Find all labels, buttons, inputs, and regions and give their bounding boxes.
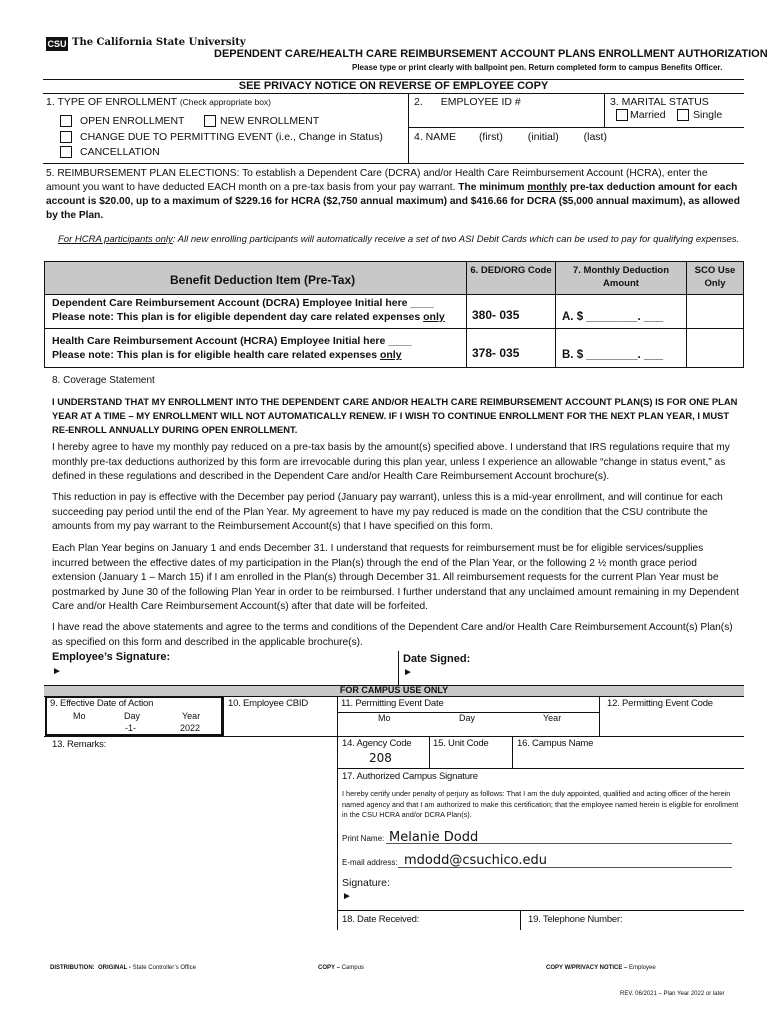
employee-id-field[interactable] bbox=[412, 109, 600, 125]
permitting-event-date-label: 11. Permitting Event Date bbox=[341, 698, 444, 709]
print-name-field[interactable]: Melanie Dodd bbox=[389, 830, 479, 845]
certification-text: I hereby certify under penalty of perjury as follows: That I am the duly appointed, qualified and acting officer of the herein named agency and that I am authorized to make this certification; that the employee named herein is eligible for enrollment in the CSU HCRA and/or DCRA Plan(s). bbox=[342, 789, 739, 819]
table-header-sco: SCO Use Only bbox=[694, 265, 736, 289]
remarks-label: 13. Remarks: bbox=[52, 739, 107, 750]
print-name-label: Print Name: bbox=[342, 834, 385, 843]
paragraph-reduction: This reduction in pay is effective with the December pay period (January pay warrant), unless this is a mid-year enrollment, and will continue for each succeeding pay period until the end of the Plan Year. My agreement to have my pay reduced is made on the condition that the CSU contribute the amounts from my pay warrant to the Reimbursement Account(s) that I have specified on this form. bbox=[52, 492, 723, 532]
paragraph-acknowledgement: I have read the above statements and agree to the terms and conditions of the Dependent Care and/or Health Care Reimbursement Account(s) Plan(s) as specified on this form and described in the applicable brochure(s). bbox=[52, 622, 733, 648]
paragraph-plan-year: Each Plan Year begins on January 1 and ends December 31. I understand that requests for reimbursement must be for eligible services/supplies incurred between the effective dates of my participation in the Plan(s) through the end of the Plan Year, or the following 2 ½ month grace period extension (January 1 – March 15) if I am enrolled in the Plan(s) through December 31. All reimbursement requests for the current Plan Year must be postmarked by June 30 of the following Plan Year in order to be reimbursed. I further understand that any unclaimed amount remaining in my Dependent Care and/or Health Care Reimbursement Account(s) after that date will be forfeited. bbox=[52, 543, 739, 612]
coverage-statement-label: 8. Coverage Statement bbox=[52, 375, 155, 386]
permitting-year-label: Year bbox=[543, 713, 562, 723]
effective-month-label: Mo bbox=[73, 711, 86, 721]
permitting-event-code-label: 12. Permitting Event Code bbox=[607, 698, 713, 709]
authorized-signature-label: 17. Authorized Campus Signature bbox=[342, 771, 478, 782]
permitting-day-label: Day bbox=[459, 713, 476, 723]
revision-note: REV. 06/2021 – Plan Year 2022 or later bbox=[620, 991, 725, 997]
distribution-copy: COPY – Campus bbox=[318, 965, 364, 971]
distribution-employee-copy: COPY W/PRIVACY NOTICE – Employee bbox=[546, 965, 656, 971]
hcra-amount-field[interactable]: B. $ ________. ___ bbox=[562, 349, 664, 361]
form-title: DEPENDENT CARE/HEALTH CARE REIMBURSEMENT ACCOUNT PLANS ENROLLMENT AUTHORIZATION bbox=[214, 48, 768, 60]
dcra-amount-field[interactable]: A. $ ________. ___ bbox=[562, 311, 664, 323]
arrow-icon: ► bbox=[403, 667, 413, 678]
university-name: The California State University bbox=[72, 37, 246, 48]
coverage-statement-bold: I UNDERSTAND THAT MY ENROLLMENT INTO THE DEPENDENT CARE AND/OR HEALTH CARE REIMBURSEMENT ACCOUNT PLAN(S) IS FOR ONE PLAN YEAR AT A TIME – MY ENROLLMENT WILL NOT AUTOMATICALLY RENEW. IF I WISH TO CONTINUE ENROLLMENT FOR THE NEXT PLAN YEAR, I MUST RE-ENROLL ANNUALLY DURING OPEN ENROLLMENT. bbox=[52, 396, 738, 435]
agency-code-label: 14. Agency Code bbox=[342, 738, 412, 749]
table-header-monthly: 7. Monthly Deduction Amount bbox=[572, 265, 670, 289]
reimbursement-elections: 5. REIMBURSEMENT PLAN ELECTIONS: To establish a Dependent Care (DCRA) and/or Health Care Reimbursement Account (HCRA), enter the amount you want to have deducted EACH month on a pre-tax basis from your pay warrant. The minimum monthly pre-tax deduction amount for each account is $20.00, up to a maximum of $229.16 for HCRA ($2,750 annual maximum) and $416.66 for DCRA ($5,000 annual maximum), as allowed by the Plan. bbox=[46, 168, 740, 221]
telephone-label: 19. Telephone Number: bbox=[528, 914, 623, 925]
permitting-month-label: Mo bbox=[378, 713, 391, 723]
distribution-original: DISTRIBUTION: ORIGINAL - State Controller’s Office bbox=[50, 965, 196, 971]
effective-day-value[interactable]: -1- bbox=[125, 723, 136, 733]
effective-year-value[interactable]: 2022 bbox=[180, 723, 201, 733]
checkbox[interactable] bbox=[677, 109, 689, 121]
arrow-icon: ► bbox=[52, 666, 62, 677]
option-open-enrollment[interactable]: OPEN ENROLLMENT bbox=[60, 115, 184, 127]
effective-year-label: Year bbox=[182, 711, 201, 721]
name-label: 4. NAME (first) (initial) (last) bbox=[414, 131, 607, 143]
unit-code-label: 15. Unit Code bbox=[433, 738, 489, 749]
dcra-code: 380- 035 bbox=[472, 308, 520, 322]
employee-id-label: 2. EMPLOYEE ID # bbox=[414, 96, 521, 108]
option-change-permitting-event[interactable]: CHANGE DUE TO PERMITTING EVENT (i.e., Change in Status) bbox=[60, 131, 383, 143]
email-label: E-mail address: bbox=[342, 858, 398, 867]
campus-signature-label: Signature: bbox=[342, 877, 390, 889]
checkbox[interactable] bbox=[616, 109, 628, 121]
date-received-label: 18. Date Received: bbox=[342, 914, 420, 925]
option-single[interactable]: Single bbox=[677, 109, 722, 121]
table-header-ded-org: 6. DED/ORG Code bbox=[470, 265, 552, 276]
option-married[interactable]: Married bbox=[616, 109, 666, 121]
table-row-hcra: Health Care Reimbursement Account (HCRA) Employee Initial here ____ Please note: This plan is for eligible health care related expenses only bbox=[52, 335, 412, 361]
campus-use-header: FOR CAMPUS USE ONLY bbox=[339, 685, 449, 695]
effective-date-label: 9. Effective Date of Action bbox=[50, 698, 154, 709]
checkbox[interactable] bbox=[60, 131, 72, 143]
csu-logo: CSU bbox=[47, 39, 67, 49]
employee-signature-field[interactable] bbox=[66, 664, 396, 680]
option-new-enrollment[interactable]: NEW ENROLLMENT bbox=[204, 115, 319, 127]
campus-name-label: 16. Campus Name bbox=[517, 738, 594, 749]
campus-signature-field[interactable] bbox=[356, 889, 736, 905]
checkbox[interactable] bbox=[204, 115, 216, 127]
date-signed-field[interactable] bbox=[416, 664, 736, 680]
enrollment-type-label: 1. TYPE OF ENROLLMENT (Check appropriate box) bbox=[46, 96, 272, 108]
table-header-benefit: Benefit Deduction Item (Pre-Tax) bbox=[170, 273, 356, 287]
hcra-note: For HCRA participants only: All new enrolling participants will automatically receive a set of two ASI Debit Cards which can be used to pay for qualifying expenses. bbox=[58, 234, 740, 245]
form-subtitle: Please type or print clearly with ballpoint pen. Return completed form to campus Benefits Officer. bbox=[352, 63, 723, 72]
employee-cbid-label: 10. Employee CBID bbox=[228, 698, 309, 709]
email-field[interactable]: mdodd@csuchico.edu bbox=[404, 853, 548, 868]
checkbox[interactable] bbox=[60, 146, 72, 158]
effective-day-label: Day bbox=[124, 711, 141, 721]
paragraph-agreement: I hereby agree to have my monthly pay reduced on a pre-tax basis by the amount(s) specified above. I understand that IRS regulations require that my monthly pre-tax deductions authorized by this form are irrevocable during this plan year, unless I experience an allowable “change in status event,” as defined in these regulations and described in the Dependent Care and/or Health Care Reimbursement Account brochure(s). bbox=[52, 442, 730, 482]
employee-signature-label: Employee’s Signature: bbox=[52, 651, 171, 663]
hcra-code: 378- 035 bbox=[472, 346, 520, 360]
table-row-dcra: Dependent Care Reimbursement Account (DCRA) Employee Initial here ____ Please note: This plan is for eligible dependent day care related expenses only bbox=[52, 297, 445, 323]
agency-code-value[interactable]: 208 bbox=[369, 751, 392, 765]
date-signed-label: Date Signed: bbox=[403, 653, 471, 665]
checkbox[interactable] bbox=[60, 115, 72, 127]
privacy-notice: SEE PRIVACY NOTICE ON REVERSE OF EMPLOYEE COPY bbox=[238, 80, 549, 92]
option-cancellation[interactable]: CANCELLATION bbox=[60, 146, 160, 158]
marital-status-label: 3. MARITAL STATUS bbox=[610, 96, 709, 108]
arrow-icon: ► bbox=[342, 891, 352, 902]
